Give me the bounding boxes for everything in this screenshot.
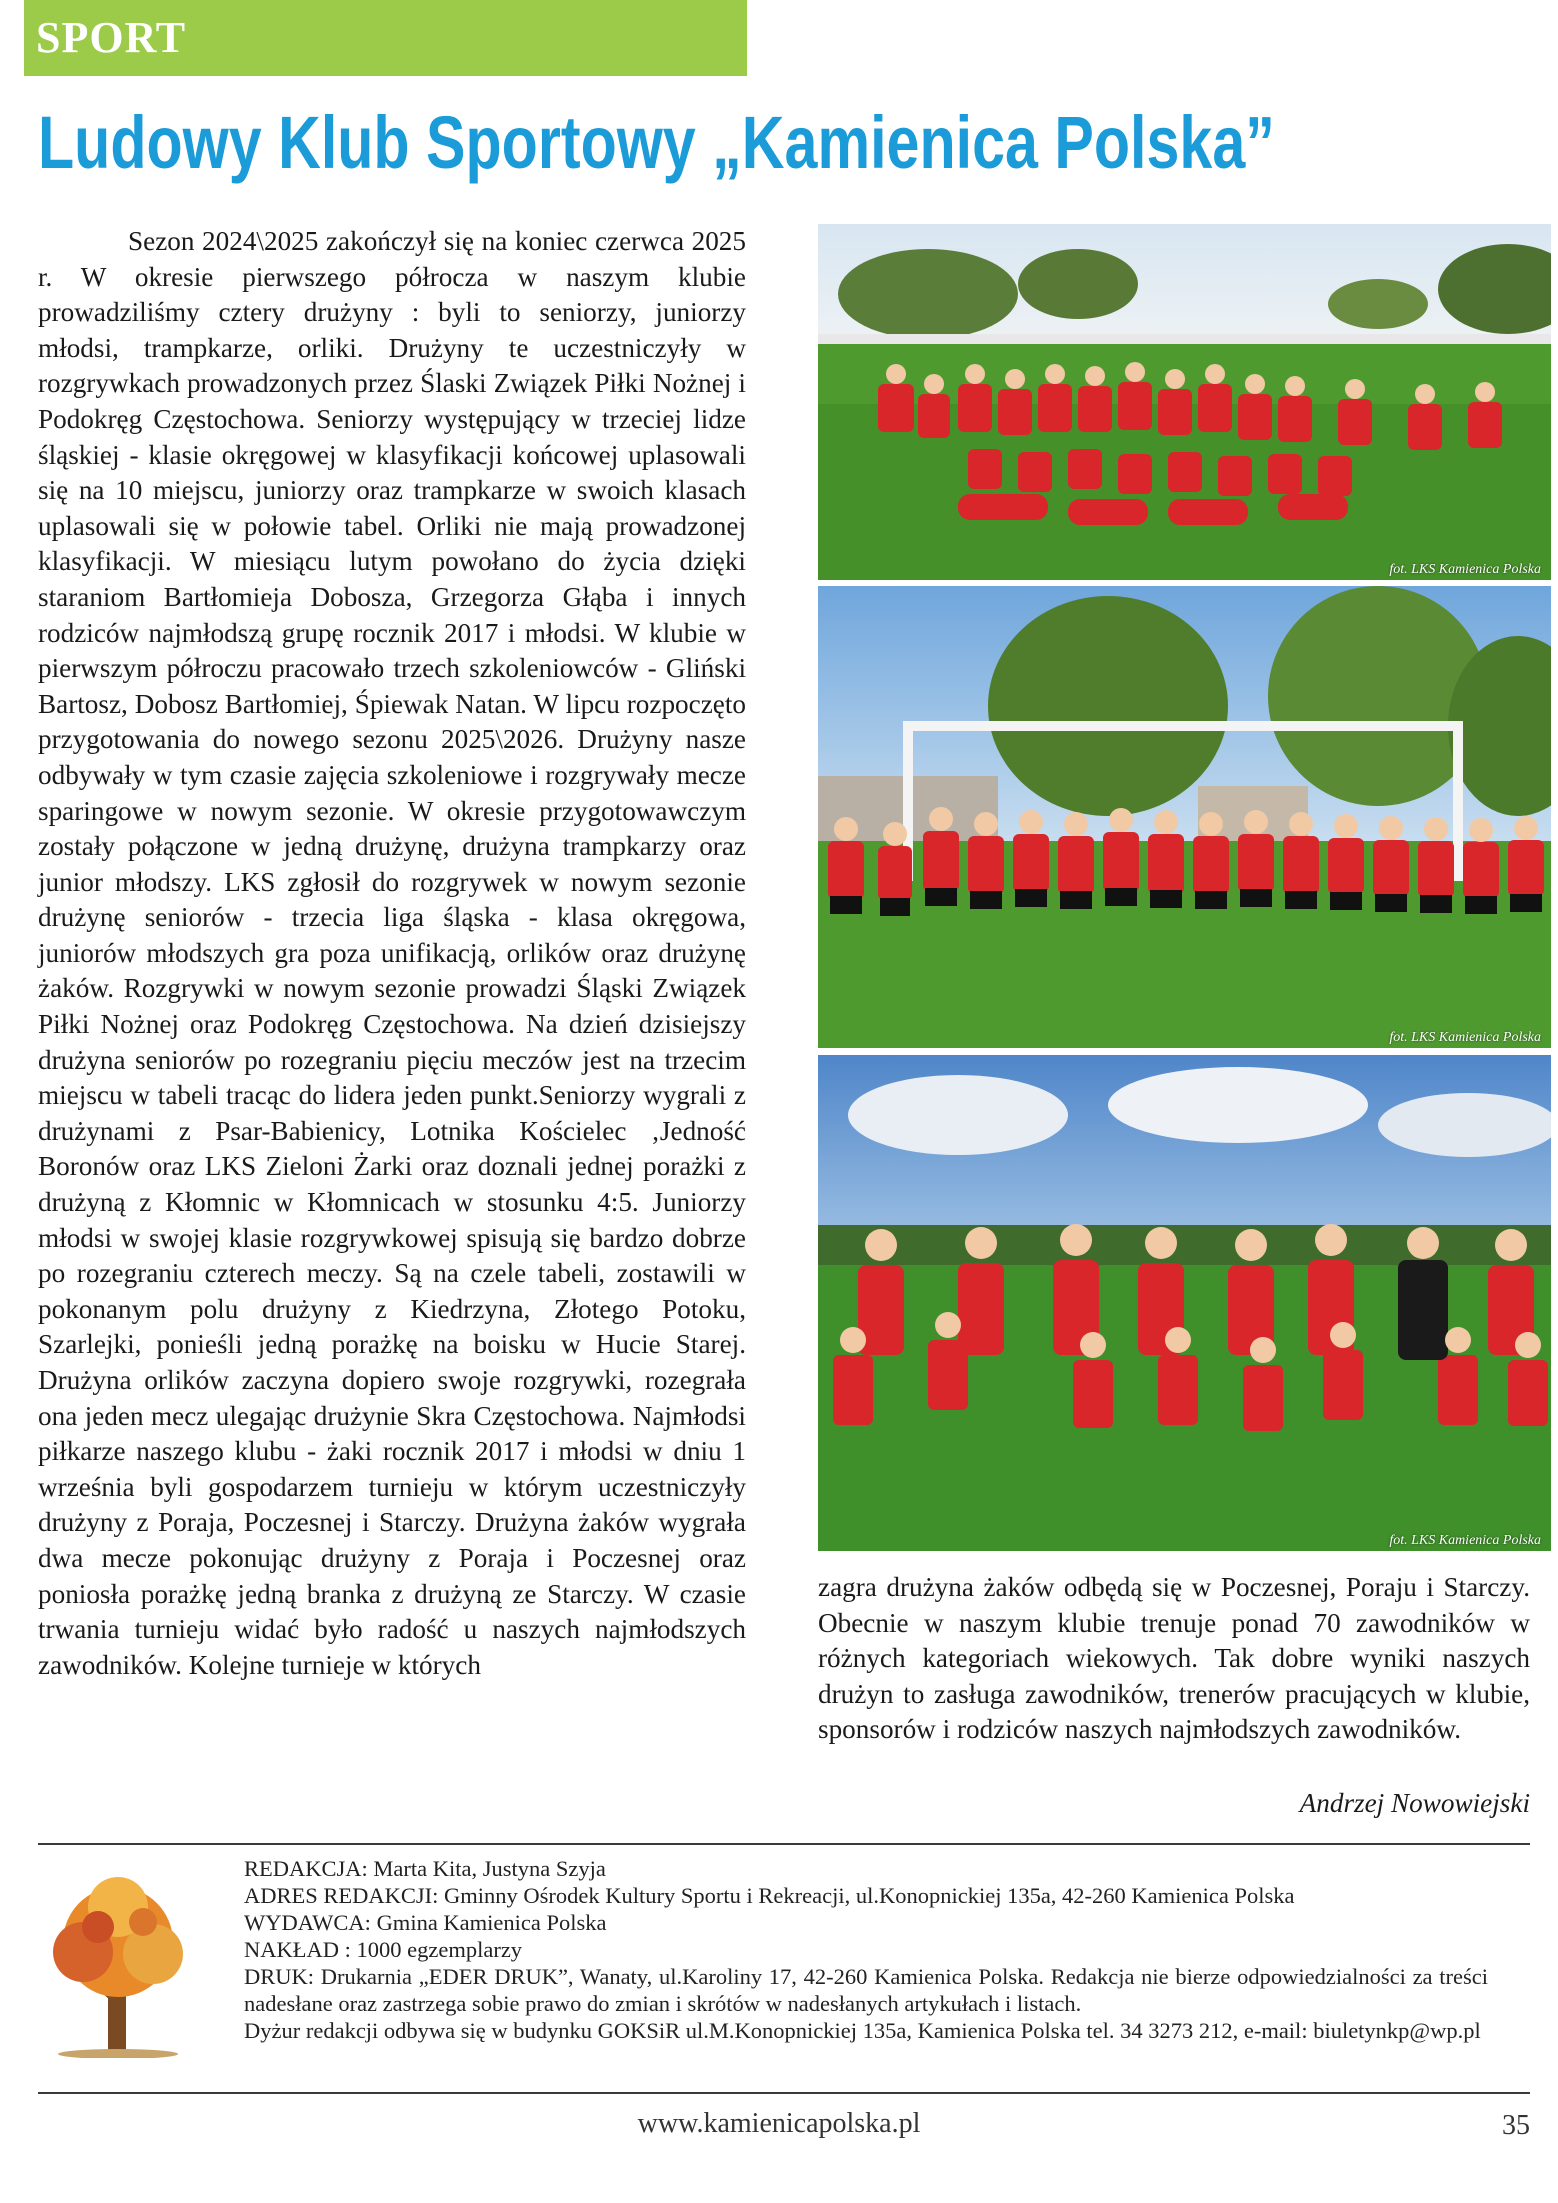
team-photo-2-image	[818, 586, 1551, 1048]
photo-credit-1: fot. LKS Kamienica Polska	[1389, 562, 1541, 577]
article-text-left: Sezon 2024\2025 zakończył się na koniec czerwca 2025 r. W okresie pierwszego półrocza w naszym klubie prowadziliśmy cztery drużyny : byli to seniorzy, juniorzy młodsi, trampkarze, orliki. Drużyny te uczestniczyły w rozgrywkach prowadzonych przez Ślaski Związek Piłki Nożnej i Podokręg Częstochowa. Seniorzy występujący w trzeciej lidze śląskiej - klasie okręgowej w klasyfikacji końcowej uplasowali się na 10 miejscu, juniorzy oraz trampkarze w swoich klasach uplasowali się w połowie tabel. Orliki nie mają prowadzonej klasyfikacji. W miesiącu lutym powołano do życia dzięki staraniom Bartłomieja Dobosza, Grzegorza Głąba i innych rodziców najmłodszą grupę rocznik 2017 i młodsi. W klubie w pierwszym półroczu pracowało trzech szkoleniowców - Gliński Bartosz, Dobosz Bartłomiej, Śpiewak Natan. W lipcu rozpoczęto przygotowania do nowego sezonu 2025\2026. Drużyny nasze odbywały w tym czasie zajęcia szkoleniowe i rozgrywały mecze sparingowe w nowym sezonie. W okresie przygotowawczym zostały połączone w jedną drużynę, drużyna trampkarzy oraz junior młodszy. LKS zgłosił do rozgrywek w nowym sezonie drużynę seniorów - trzecia liga śląska - klasa okręgowa, juniorów młodszych gra poza unifikacją, orlików oraz drużynę żaków. Rozgrywki w nowym sezonie prowadzi Śląski Związek Piłki Nożnej oraz Podokręg Częstochowa. Na dzień dzisiejszy drużyna seniorów po rozegraniu pięciu meczów jest na trzecim miejscu w tabeli tracąc do lidera jeden punkt.Seniorzy wygrali z drużynami z Psar-Babienicy, Lotnika Kościelec ‚Jedność Boronów oraz LKS Zieloni Żarki oraz doznali jednej porażki z drużyną z Kłomnic w Kłomnicach w stosunku 4:5. Juniorzy młodsi w swojej klasie rozgrywkowej spisują się bardzo dobrze po rozegraniu czterech meczy. Są na czele tabeli, zostawili w pokonanym polu drużyny z Kiedrzyna, Złotego Potoku, Szarlejki, ponieśli jedną porażkę na boisku w Hucie Starej. Drużyna orlików zaczyna dopiero swoje rozgrywki, rozegrała ona jeden mecz ulegając drużynie Skra Częstochowa. Najmłodsi piłkarze naszego klubu - żaki rocznik 2017 i młodsi w dniu 1 września byli gospodarzem turnieju w którym uczestniczyły drużyny z Poraja, Poczesnej i Starczy. Drużyna żaków wygrała dwa mecze pokonując drużyny z Poraja i Poczesnej oraz poniosła porażkę jedną branka z drużyną ze Starczy. W czasie trwania turnieju widać było radość u naszych najmłodszych zawodników. Kolejne turnieje w których	[38, 226, 746, 1680]
imprint-block	[244, 1855, 1488, 2044]
imprint-address: ADRES REDAKCJI: Gminny Ośrodek Kultury Sportu i Rekreacji, ul.Konopnickiej 135a, 42-260 Kamienica Polska	[244, 1883, 1295, 1908]
team-photo-3	[818, 1055, 1551, 1551]
team-photo-1-image	[818, 224, 1551, 580]
section-tag: SPORT	[24, 0, 747, 76]
footer-divider-top	[38, 1843, 1530, 1845]
team-photo-1	[818, 224, 1551, 580]
imprint-print: DRUK: Drukarnia „EDER DRUK”, Wanaty, ul.Karoliny 17, 42-260 Kamienica Polska. Redakcja nie bierze odpowiedzialności za treści nadesłane oraz zastrzega sobie prawo do zmian i skrótów w nadesłanych artykułach i listach.	[244, 1964, 1489, 2016]
photo-credit-2: fot. LKS Kamienica Polska	[1389, 1030, 1541, 1045]
footer-divider-bottom	[38, 2092, 1530, 2094]
author-signature: Andrzej Nowowiejski	[1299, 1788, 1530, 1818]
article-column-left	[38, 224, 746, 1840]
article-text-right: zagra drużyna żaków odbędą się w Poczesnej, Poraju i Starczy. Obecnie w naszym klubie trenuje ponad 70 zawodników w różnych kategoriach wiekowych. Tak dobre wyniki naszych drużyn to zasługa zawodników, trenerów pracujących w klubie, sponsorów i rodziców naszych najmłodszych zawodników.	[818, 1572, 1530, 1745]
page-number: 35	[1502, 2110, 1530, 2141]
imprint-publisher: WYDAWCA: Gmina Kamienica Polska	[244, 1910, 607, 1935]
imprint-editors: REDAKCJA: Marta Kita, Justyna Szyja	[244, 1856, 606, 1881]
photo-credit-3: fot. LKS Kamienica Polska	[1389, 1533, 1541, 1548]
team-photo-2	[818, 586, 1551, 1048]
page-title: Ludowy Klub Sportowy „Kamienica Polska”	[38, 101, 1275, 184]
article-column-right	[818, 1570, 1530, 1748]
team-photo-3-image	[818, 1055, 1551, 1551]
imprint-office-hours: Dyżur redakcji odbywa się w budynku GOKSiR ul.M.Konopnickiej 135a, Kamienica Polska tel. 34 3273 212, e-mail: biuletynkp@wp.pl	[244, 2018, 1481, 2043]
imprint-circulation: NAKŁAD : 1000 egzemplarzy	[244, 1937, 523, 1962]
website-link[interactable]: www.kamienicapolska.pl	[637, 2108, 921, 2139]
autumn-tree-icon	[38, 1872, 198, 2058]
